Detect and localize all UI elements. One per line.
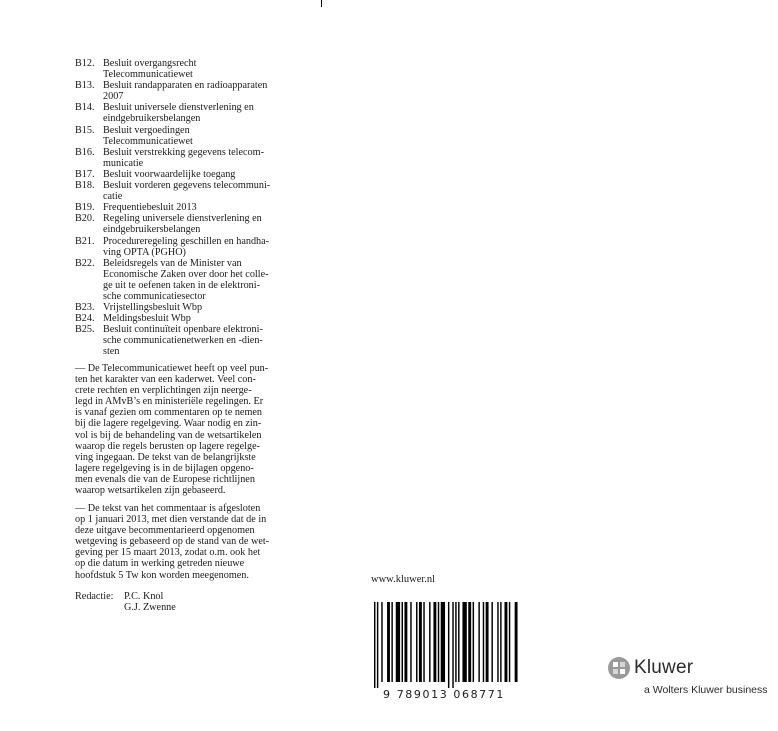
toc-item xyxy=(75,213,315,235)
toc-item xyxy=(75,102,315,124)
contents-list xyxy=(75,58,315,358)
toc-item-title: Besluit overgangsrecht Telecommunicatiewet xyxy=(103,58,197,81)
toc-item-number: B14. xyxy=(75,102,95,114)
toc-item-title: Beleidsregels van de Minister van Economische Zaken over door het colle- ge uit te oefenen taken in de elektroni- sche communicatiesector xyxy=(103,257,269,302)
toc-item xyxy=(75,313,315,324)
toc-item xyxy=(75,180,315,202)
toc-item-number: B15. xyxy=(75,124,95,136)
publisher-logo xyxy=(607,656,777,701)
editor-name: P.C. Knol xyxy=(124,591,164,602)
toc-item xyxy=(75,302,315,313)
kluwer-logo-icon xyxy=(607,656,631,680)
toc-item-title: Besluit vorderen gegevens telecommuni- catie xyxy=(103,180,271,203)
toc-item-title: Procedureregeling geschillen en handha- ving OPTA (PGHO) xyxy=(103,235,270,258)
toc-item xyxy=(75,125,315,147)
editors-names xyxy=(124,591,176,613)
publisher-tagline: a Wolters Kluwer business xyxy=(644,684,768,696)
crop-mark xyxy=(321,0,322,7)
toc-item-number: B17. xyxy=(75,168,95,180)
toc-item-number: B19. xyxy=(75,202,95,214)
toc-item-title: Frequentiebesluit 2013 xyxy=(103,202,197,214)
toc-item xyxy=(75,80,315,102)
toc-item xyxy=(75,236,315,258)
toc-item-title: Besluit vergoedingen Telecommunicatiewet xyxy=(103,124,193,147)
toc-item xyxy=(75,324,315,357)
toc-item-title: Besluit continuïteit openbare elektroni- sche communicatienetwerken en -dien- sten xyxy=(103,324,263,358)
editors xyxy=(75,591,176,613)
toc-item-title: Besluit verstrekking gegevens telecom- municatie xyxy=(103,146,264,169)
toc-item-number: B25. xyxy=(75,324,95,336)
toc-item-number: B20. xyxy=(75,213,95,225)
toc-item-number: B18. xyxy=(75,180,95,192)
isbn-barcode xyxy=(370,602,518,702)
toc-item-title: Regeling universele dienstverlening en eindgebruikersbelangen xyxy=(103,213,262,236)
toc-item xyxy=(75,169,315,180)
toc-item-number: B13. xyxy=(75,80,95,92)
toc-item-title: Besluit universele dienstverlening en eindgebruikersbelangen xyxy=(103,102,254,125)
intro-paragraph: — De Telecommunicatiewet heeft op veel pun- ten het karakter van een kaderwet. Veel con- crete rechten en verplichtingen zijn neerge- legd in AMvB’s en ministeriële regelingen. Er is vanaf gezien om commentaren op te nemen bij die lagere regelgeving. Waar nodig en zin- vol is bij de behandeling van de wetsartikelen waarop die regels berusten op lagere regelge- ving ingegaan. De tekst van de belangrijkste lagere regelgeving is in de bijlagen opgeno- men evenals die van de Europese richtlijnen waarop wetsartikelen zijn gebaseerd. xyxy=(75,363,269,497)
toc-item-number: B21. xyxy=(75,235,95,247)
toc-item xyxy=(75,147,315,169)
toc-item-number: B12. xyxy=(75,58,95,69)
toc-item-title: Meldingsbesluit Wbp xyxy=(103,313,191,325)
toc-item-number: B22. xyxy=(75,257,95,269)
editor-name: G.J. Zwenne xyxy=(124,602,176,614)
publisher-website: www.kluwer.nl xyxy=(371,574,436,585)
editors-label: Redactie: xyxy=(75,591,114,602)
toc-item-title: Besluit voorwaardelijke toegang xyxy=(103,168,236,180)
toc-item xyxy=(75,258,315,302)
toc-item-number: B16. xyxy=(75,146,95,158)
toc-item-number: B24. xyxy=(75,313,95,325)
closing-date-paragraph: — De tekst van het commentaar is afgesloten op 1 januari 2013, met dien verstande dat de in deze uitgave becommentarieerd opgenomen wetgeving is gebaseerd op de stand van de wet- geving per 15 maart 2013, zodat o.m. ook het op die datum in werking getreden nieuwe hoofdstuk 5 Tw kon worden meegenomen. xyxy=(75,503,270,581)
publisher-name: Kluwer xyxy=(634,657,694,678)
toc-item-title: Vrijstellingsbesluit Wbp xyxy=(103,302,203,314)
toc-item-title: Besluit randapparaten en radioapparaten 2007 xyxy=(103,80,268,103)
barcode-bars xyxy=(370,602,518,688)
toc-item xyxy=(75,202,315,213)
toc-item-number: B23. xyxy=(75,302,95,314)
barcode-digits: 9 789013 068771 xyxy=(383,688,505,701)
toc-item xyxy=(75,58,315,80)
